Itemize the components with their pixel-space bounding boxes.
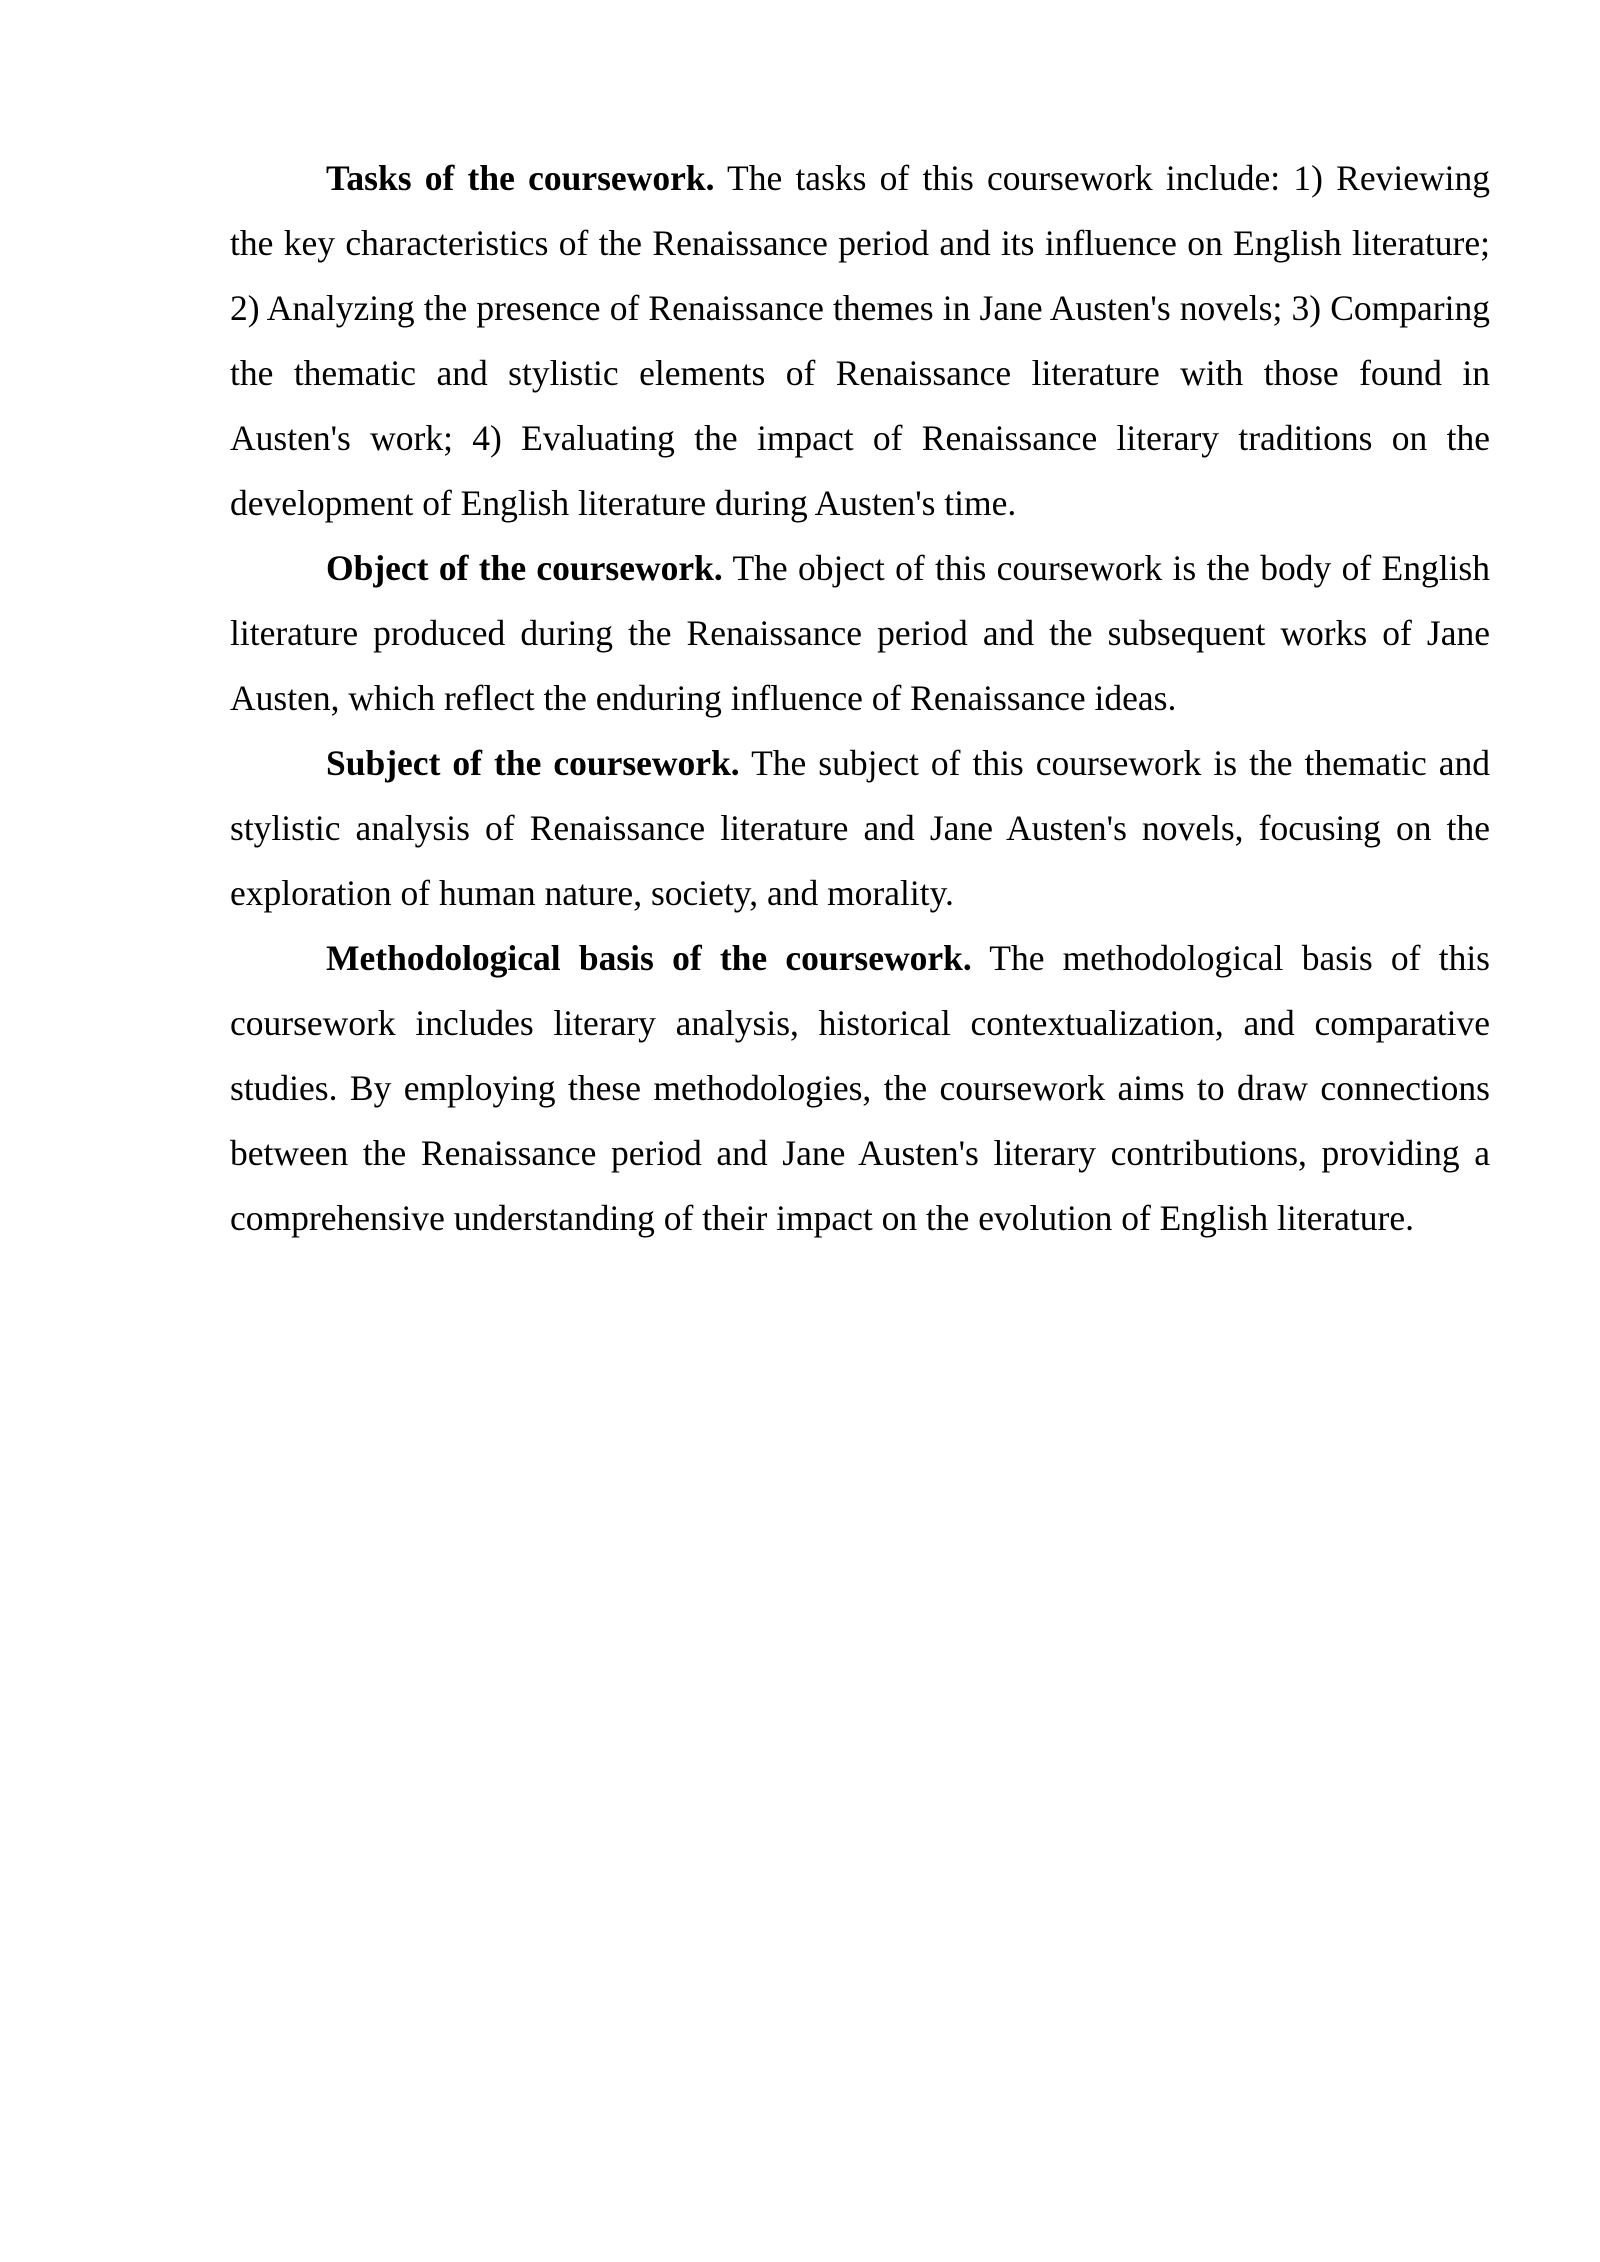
paragraph-text: The subject of this coursework is the thematic and stylistic analysis of Renaissance literature and Jane Austen's novels, focusing on the exploration of human nature, society, and morality. bbox=[230, 743, 1490, 913]
paragraph-tasks bbox=[230, 146, 1490, 536]
paragraph-heading: Tasks of the coursework. bbox=[326, 158, 715, 198]
paragraph-subject bbox=[230, 731, 1490, 926]
paragraph-heading: Methodological basis of the coursework. bbox=[326, 938, 972, 978]
paragraph-text: The tasks of this coursework include: 1) Reviewing the key characteristics of the Renaissance period and its influence on English literature; 2) Analyzing the presence of Renaissance themes in Jane Austen's novels; 3) Comparing the thematic and stylistic elements of Renaissance literature with those found in Austen's work; 4) Evaluating the impact of Renaissance literary traditions on the development of English literature during Austen's time. bbox=[230, 158, 1490, 523]
paragraph-object bbox=[230, 536, 1490, 731]
paragraph-heading: Subject of the coursework. bbox=[326, 743, 740, 783]
paragraph-text: The methodological basis of this coursework includes literary analysis, historical contextualization, and comparative studies. By employing these methodologies, the coursework aims to draw connections between the Renaissance period and Jane Austen's literary contributions, providing a comprehensive understanding of their impact on the evolution of English literature. bbox=[230, 938, 1490, 1238]
document-body bbox=[230, 146, 1490, 1251]
paragraph-text: The object of this coursework is the body of English literature produced during the Renaissance period and the subsequent works of Jane Austen, which reflect the enduring influence of Renaissance ideas. bbox=[230, 548, 1490, 718]
paragraph-methodology bbox=[230, 926, 1490, 1251]
paragraph-heading: Object of the coursework. bbox=[326, 548, 723, 588]
